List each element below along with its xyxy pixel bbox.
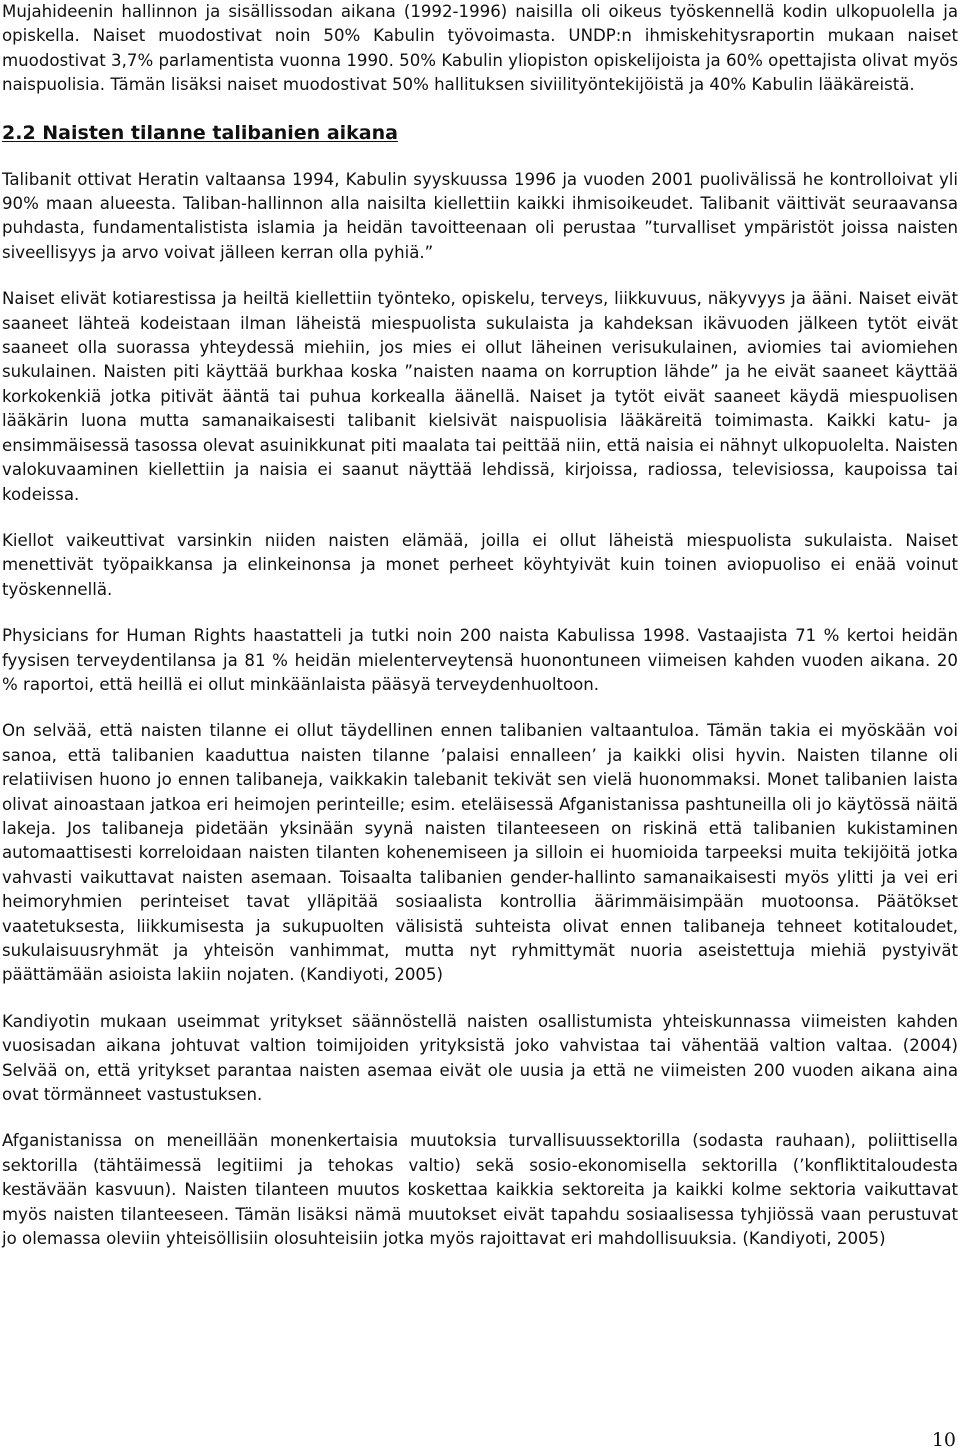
document-page	[2, 0, 958, 1251]
body-paragraph: Kiellot vaikeuttivat varsinkin niiden naisten elämää, joilla ei ollut läheistä miespuolista sukulaista. Naiset menettivät työpaikkansa ja elinkeinonsa ja monet perheet köyhtyivät kuin toinen aviopuoliso ei enää voinut työskennellä.	[2, 530, 958, 599]
body-paragraph: Physicians for Human Rights haastatteli ja tutki noin 200 naista Kabulissa 1998. Vastaajista 71 % kertoi heidän fyysisen terveydentilansa ja 81 % heidän mielenterveytensä huonontuneen viimeisen kahden vuoden aikana. 20 % raportoi, että heillä ei ollut minkäänlaista pääsyä terveydenhuoltoon.	[2, 626, 958, 694]
paragraph-gap	[2, 507, 958, 529]
paragraph-gap	[2, 602, 958, 624]
page-number: 10	[931, 1429, 956, 1451]
paragraph-gap	[2, 697, 958, 719]
body-paragraph: Mujahideenin hallinnon ja sisällissodan aikana (1992-1996) naisilla oli oikeus työskennellä kodin ulkopuolella ja opiskella. Naiset muodostivat noin 50% Kabulin työvoimasta. UNDP:n ihmiskehitysraportin mukaan naiset muodostivat 3,7% parlamentista vuonna 1990. 50% Kabulin yliopiston opiskelijoista ja 60% opettajista olivat myös naispuolisia. Tämän lisäksi naiset muodostivat 50% hallituksen siviilityöntekijöistä ja 40% Kabulin lääkäreistä.	[2, 2, 958, 95]
body-paragraph: Talibanit ottivat Heratin valtaansa 1994, Kabulin syyskuussa 1996 ja vuoden 2001 puolivälissä he kontrolloivat yli 90% maan alueesta. Taliban-hallinnon alla naisilta kiellettiin kaikki ihmisoikeudet. Talibanit väittivät seuraavansa puhdasta, fundamentalistista islamia ja heidän tavoitteenaan oli perustaa ”turvalliset ympäristöt joissa naisten siveellisyys ja arvo voivat jälleen kerran olla pyhiä.”	[2, 169, 958, 262]
body-paragraph: Kandiyotin mukaan useimmat yritykset säännöstellä naisten osallistumista yhteiskunnassa viimeisten kahden vuosisadan aikana johtuvat valtion toimijoiden yrityksistä joko vahvistaa tai vähentää valtion valtaa. (2004) Selvää on, että yritykset parantaa naisten asemaa eivät ole uusia ja että ne viimeisten 200 vuoden aikana aina ovat törmänneet vastustuksen.	[2, 1011, 958, 1105]
paragraph-gap	[2, 988, 958, 1010]
body-paragraph: Afganistanissa on meneillään monenkertaisia muutoksia turvallisuussektorilla (sodasta rauhaan), poliittisella sektorilla (tähtäimessä legitiimi ja tehokas valtio) sekä sosio-ekonomisella sektorilla (’konfliktitaloudesta kestävään kasvuun). Naisten tilanteen muutos koskettaa kaikkia sektoreita ja kaikki kolme sektoria vaikuttavat myös naisten tilanteeseen. Tämän lisäksi nämä muutokset eivät tapahdu sosiaalisessa tyhjiössä vaan perustuvat jo olemassa oleviin yhteisöllisiin olosuhteisiin jotka myös rajoittavat eri mahdollisuuksia. (Kandiyoti, 2005)	[2, 1131, 958, 1249]
paragraph-gap	[2, 146, 958, 168]
paragraph-gap	[2, 98, 958, 120]
paragraph-gap	[2, 1107, 958, 1129]
section-heading: 2.2 Naisten tilanne talibanien aikana	[2, 121, 398, 144]
body-paragraph: Naiset elivät kotiarestissa ja heiltä kiellettiin työnteko, opiskelu, terveys, liikkuvuus, näkyvyys ja ääni. Naiset eivät saaneet lähteä kodeistaan ilman läheistä miespuolista sukulaista ja kahdeksan ikävuoden jälkeen tytöt eivät saaneet olla suorassa yhteydessä miehiin, jos mies ei ollut läheinen verisukulainen, aviomies tai aviomiehen sukulainen. Naisten piti käyttää burkhaa koska ”naisten naama on korruption lähde” ja he eivät saaneet käyttää korkokenkiä jotka pitivät ääntä tai puhua korkealla äänellä. Naiset ja tytöt eivät saaneet käydä miespuolisen lääkärin luona mutta samanaikaisesti talibanit kielsivät naispuolisia lääkäreitä toimimasta. Kaikki katu- ja ensimmäisessä tasossa olevat asuinikkunat piti maalata tai peittää niin, että naisia ei nähnyt ulkopuolelta. Naisten valokuvaaminen kiellettiin ja naisia ei saanut näyttää lehdissä, kirjoissa, radiossa, televisiossa, kaupoissa tai kodeissa.	[2, 289, 958, 504]
paragraph-gap	[2, 265, 958, 287]
body-paragraph: On selvää, että naisten tilanne ei ollut täydellinen ennen talibanien valtaantuloa. Tämän takia ei myöskään voi sanoa, että talibanien kaaduttua naisten tilanne ’palaisi ennalleen’ ja kaikki olisi hyvin. Naisten tilanne oli relatiivisen huono jo ennen talibaneja, vaikkakin talebanit tekivät sen vielä huonommaksi. Monet talibanien laista olivat ainoastaan jatkoa eri heimojen perinteille; esim. eteläisessä Afganistanissa pashtuneilla oli jo käytössä näitä lakeja. Jos talibaneja pidetään yksinään syynä naisten tilanteeseen on riskinä että talibanien kukistaminen automaattisesti korreloidaan naisten tilanten kohenemiseen ja silloin ei huomioida tarpeeksi muita tekijöitä jotka vahvasti vaikuttavat naisten asemaan. Toisaalta talibanien gender-hallinto samanaikaisesti myös ylitti ja vei eri heimoryhmien perinteiset tavat ylläpitää sosiaalista kontrollia äärimmäisimpään muotoonsa. Päätökset vaatetuksesta, liikkumisesta ja sukupuolten välisistä suhteista olivat ennen talibaneja tehneet kotitaloudet, sukulaisuusryhmät ja yhteisön vanhimmat, mutta nyt ryhmittymät nuoria aseistettuja miehiä pystyivät päättämään asioista lakiin nojaten. (Kandiyoti, 2005)	[2, 721, 958, 985]
